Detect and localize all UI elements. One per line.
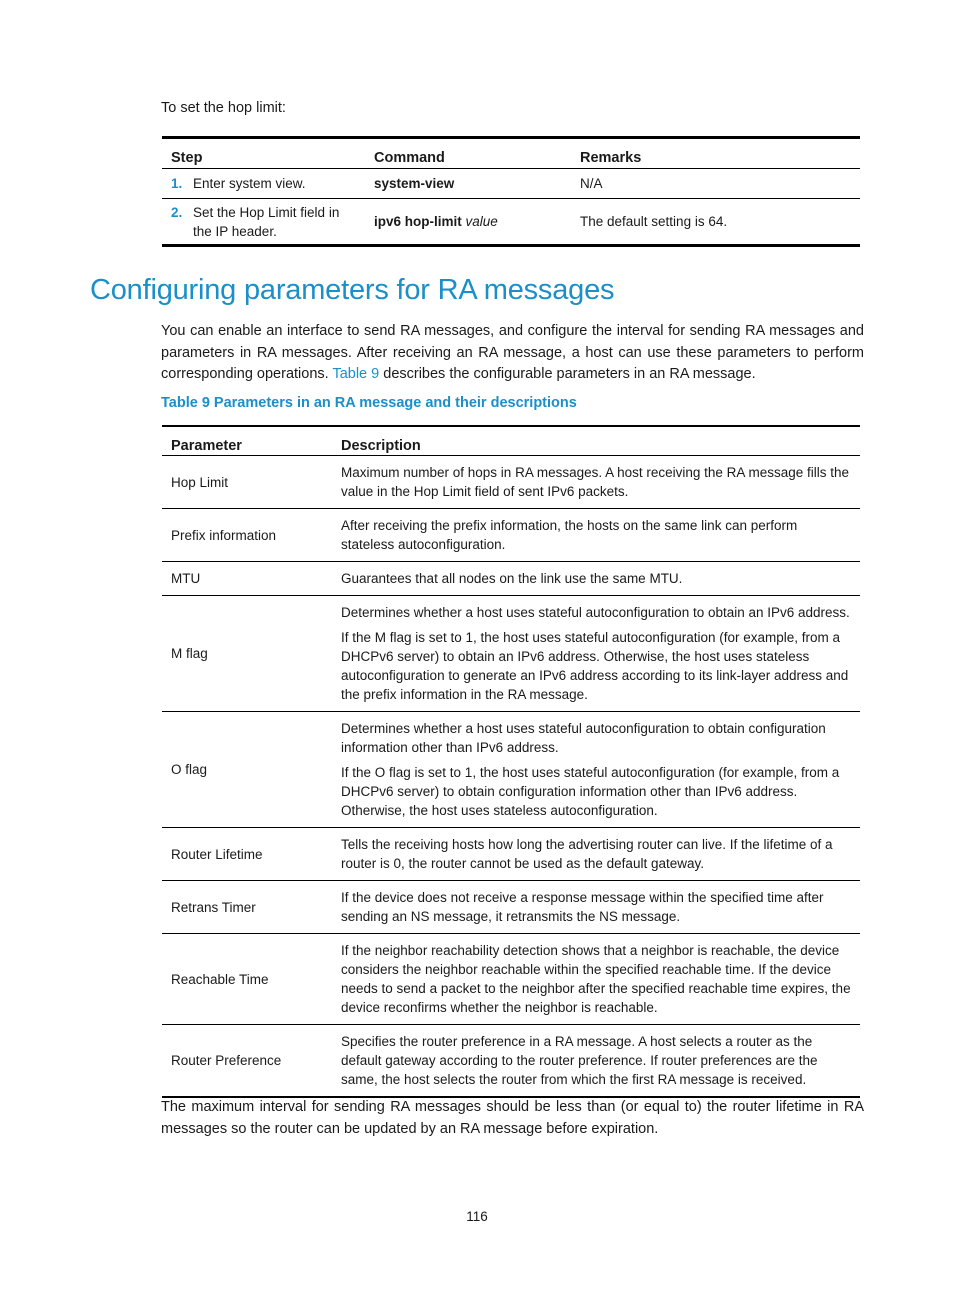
description-cell xyxy=(332,881,860,934)
description-cell xyxy=(332,712,860,828)
parameter-cell: Router Preference xyxy=(171,1053,282,1068)
table-row xyxy=(162,562,860,596)
command-cell xyxy=(365,169,571,199)
paragraph-text: You can enable an interface to send RA messages, and configure the interval for sending RA messages and parameters in RA messages. After receiving an RA message, a host can use these parameters to perform corresponding operations. xyxy=(161,323,864,382)
step-cell xyxy=(162,169,365,199)
paragraph-text: describes the configurable parameters in an RA message. xyxy=(383,366,756,382)
table-row xyxy=(162,199,860,246)
command-argument: value xyxy=(465,214,498,229)
parameter-cell: MTU xyxy=(162,562,332,596)
ra-parameters-table xyxy=(162,425,860,1098)
description-cell xyxy=(332,1025,860,1098)
step-number: 1. xyxy=(171,176,183,191)
step-cell xyxy=(162,199,365,246)
col-header-description: Description xyxy=(332,426,860,456)
section-title: Configuring parameters for RA messages xyxy=(90,274,615,306)
description-text: Determines whether a host uses stateful autoconfiguration to obtain an IPv6 address. xyxy=(341,605,850,620)
description-text: After receiving the prefix information, the hosts on the same link can perform stateless autoconfiguration. xyxy=(341,518,798,552)
table-row xyxy=(162,169,860,199)
description-text: If the neighbor reachability detection shows that a neighbor is reachable, the device considers the neighbor reachable within the specified reachable time. If the device needs to send a packet to the neighbor after the specified reachable time expires, the device reconfirms whether the neighbor is reachable. xyxy=(341,943,851,1015)
table-row xyxy=(162,596,860,712)
table-row xyxy=(162,1025,860,1098)
command-keyword: ipv6 hop-limit xyxy=(374,214,462,229)
table-row xyxy=(162,712,860,828)
table-row xyxy=(162,509,860,562)
parameter-cell: Hop Limit xyxy=(162,456,332,509)
description-cell xyxy=(332,456,860,509)
description-text: Tells the receiving hosts how long the advertising router can live. If the lifetime of a router is 0, the router cannot be used as the default gateway. xyxy=(341,837,833,871)
description-cell xyxy=(332,509,860,562)
remarks-cell: N/A xyxy=(571,169,860,199)
parameter-cell: M flag xyxy=(162,596,332,712)
parameter-cell: Reachable Time xyxy=(162,934,332,1025)
parameter-cell: Router Lifetime xyxy=(162,828,332,881)
table-9-link[interactable]: Table 9 xyxy=(332,366,380,382)
description-text: Specifies the router preference in a RA message. A host selects a router as the default gateway according to the router preference. If router preferences are the same, the host selects the router from which the first RA message is received. xyxy=(341,1034,818,1087)
col-header-command: Command xyxy=(365,138,571,169)
table-row xyxy=(162,934,860,1025)
description-text: Maximum number of hops in RA messages. A host receiving the RA message fills the value in the Hop Limit field of sent IPv6 packets. xyxy=(341,465,849,499)
remarks-cell: The default setting is 64. xyxy=(580,214,728,229)
step-text: Set the Hop Limit field in the IP header. xyxy=(193,204,340,239)
description-cell xyxy=(332,828,860,881)
intro-paragraph xyxy=(161,321,864,386)
description-cell xyxy=(332,562,860,596)
col-header-parameter: Parameter xyxy=(162,426,332,456)
table-row xyxy=(162,456,860,509)
parameter-cell: O flag xyxy=(162,712,332,828)
intro-text: To set the hop limit: xyxy=(161,100,286,116)
description-text: If the M flag is set to 1, the host uses stateful autoconfiguration (for example, from a DHCPv6 server) to obtain an IPv6 address. Otherwise, the host uses stateless autoconfiguration to generate an IPv6 address according to its link-layer address and the prefix information in the RA message. xyxy=(341,630,849,702)
params-table-body xyxy=(162,456,860,1098)
step-text: Enter system view. xyxy=(193,176,306,191)
description-text: If the device does not receive a response message within the specified time after sending an NS message, it retransmits the NS message. xyxy=(341,890,824,924)
table-caption: Table 9 Parameters in an RA message and their descriptions xyxy=(161,395,577,411)
col-header-step: Step xyxy=(162,138,365,169)
command-cell xyxy=(365,199,571,246)
col-header-remarks: Remarks xyxy=(571,138,860,169)
table-row xyxy=(162,828,860,881)
table-row xyxy=(162,881,860,934)
hop-limit-steps-table xyxy=(162,136,860,247)
parameter-cell: Prefix information xyxy=(162,509,332,562)
command-keyword: system-view xyxy=(374,176,455,191)
description-text: Determines whether a host uses stateful autoconfiguration to obtain configuration information other than IPv6 address. xyxy=(341,721,826,755)
description-cell xyxy=(332,934,860,1025)
description-text: If the O flag is set to 1, the host uses stateful autoconfiguration (for example, from a DHCPv6 server) to obtain configuration information other than IPv6 address. Otherwise, the host uses stateless autoconfiguration. xyxy=(341,765,840,818)
description-text: Guarantees that all nodes on the link use the same MTU. xyxy=(341,571,683,586)
parameter-cell: Retrans Timer xyxy=(162,881,332,934)
page-number: 116 xyxy=(466,1209,488,1224)
description-cell xyxy=(332,596,860,712)
closing-paragraph: The maximum interval for sending RA messages should be less than (or equal to) the router lifetime in RA messages so the router can be updated by an RA message before expiration. xyxy=(161,1099,864,1137)
step-number: 2. xyxy=(171,204,183,220)
